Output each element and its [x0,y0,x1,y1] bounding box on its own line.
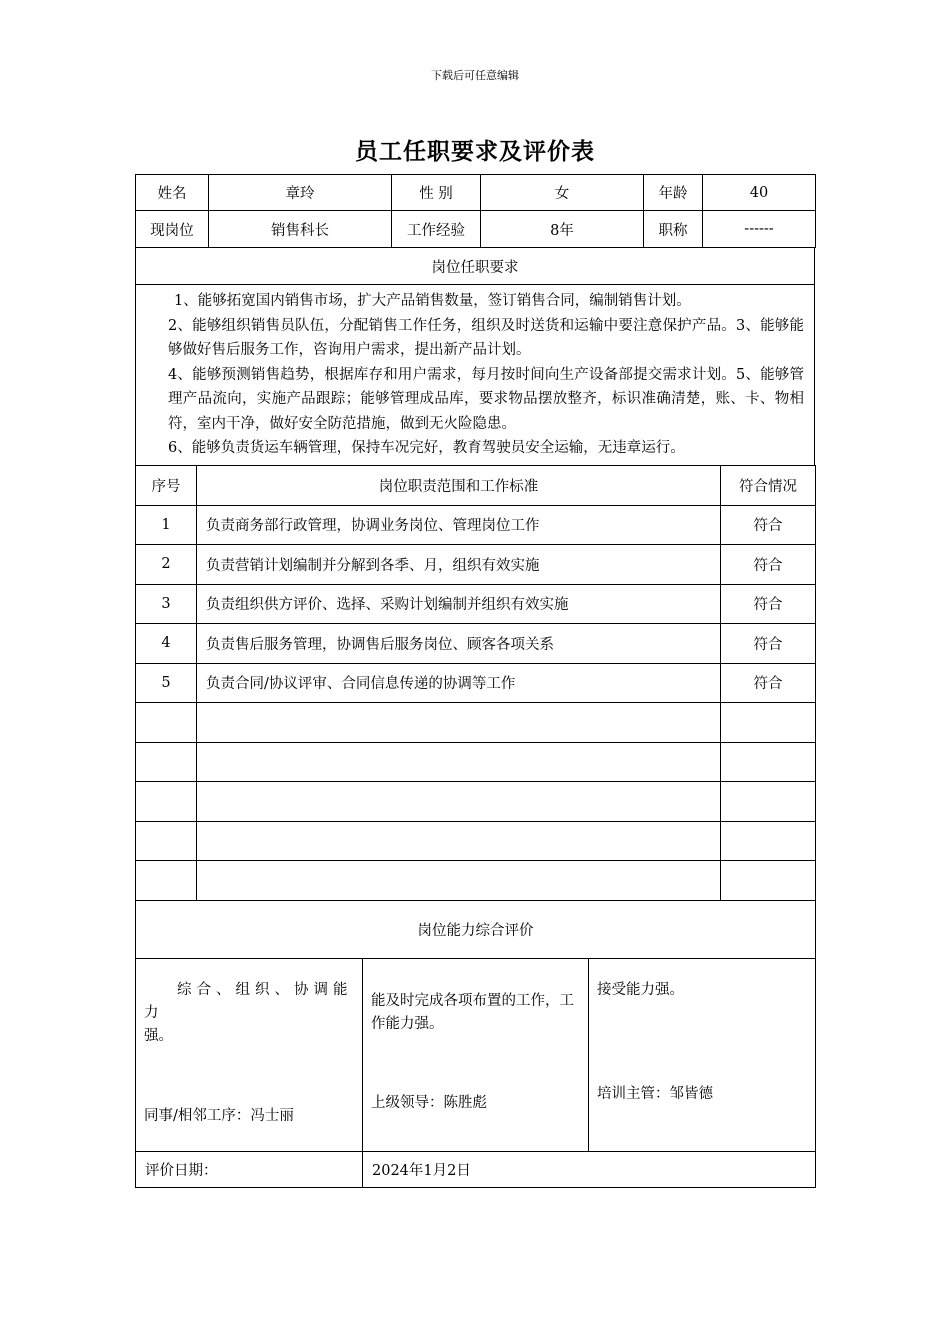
table-row [136,623,816,663]
table-row [136,584,816,623]
name-label: 姓名 [136,175,209,211]
superior-evaluation [363,958,589,1151]
position-value: 销售科长 [209,211,392,248]
requirements-table [135,247,815,466]
row-scope: 负责合同/协议评审、合同信息传递的协调等工作 [197,663,721,702]
evaluation-heading: 岗位能力综合评价 [136,900,816,958]
requirement-line: 1、能够拓宽国内销售市场，扩大产品销售数量，签订销售合同，编制销售计划。 [174,293,691,309]
age-label: 年龄 [644,175,703,211]
col-header-no: 序号 [136,465,197,505]
row-status: 符合 [721,623,816,663]
table-row [136,663,816,702]
row-status: 符合 [721,544,816,584]
row-status: 符合 [721,505,816,544]
empty-row [136,781,816,821]
empty-row [136,742,816,781]
empty-row [136,702,816,742]
row-no: 1 [136,505,197,544]
job-title-label: 职称 [644,211,703,248]
superior-comment: 能及时完成各项布置的工作，工作能力强。 [371,992,574,1032]
trainer-signature: 培训主管：邹皆德 [597,1085,713,1102]
gender-value: 女 [481,175,644,211]
gender-label: 性 别 [392,175,481,211]
position-label: 现岗位 [136,211,209,248]
table-row [136,505,816,544]
table-row [136,544,816,584]
empty-row [136,821,816,860]
page-title: 员工任职要求及评价表 [355,138,595,165]
info-table [135,174,816,248]
superior-signature: 上级领导：陈胜彪 [371,1094,487,1111]
requirements-body [136,285,815,466]
age-value: 40 [703,175,816,211]
row-scope: 负责营销计划编制并分解到各季、月，组织有效实施 [197,544,721,584]
row-scope: 负责组织供方评价、选择、采购计划编制并组织有效实施 [197,584,721,623]
requirement-line: 2、能够组织销售员队伍，分配销售工作任务，组织及时送货和运输中要注意保护产品。3、能够能够做好售后服务工作，咨询用户需求，提出新产品计划。 [168,317,804,358]
job-title-value: ------ [703,211,816,248]
row-scope: 负责售后服务管理，协调售后服务岗位、顾客各项关系 [197,623,721,663]
experience-label: 工作经验 [392,211,481,248]
colleague-evaluation [136,958,363,1151]
date-value: 2024年1月2日 [363,1151,816,1187]
trainer-comment: 接受能力强。 [597,981,684,998]
duties-table [135,465,816,901]
row-status: 符合 [721,584,816,623]
col-header-status: 符合情况 [721,465,816,505]
requirements-heading: 岗位任职要求 [136,248,815,285]
empty-row [136,860,816,900]
colleague-comment-cont: 强。 [144,1027,173,1044]
name-value: 章玲 [209,175,392,211]
requirement-line: 4、能够预测销售趋势，根据库存和用户需求，每月按时间向生产设备部提交需求计划。5、能够管理产品流向，实施产品跟踪；能够管理成品库，要求物品摆放整齐，标识准确清楚，账、卡、物相符，室内干净，做好安全防范措施，做到无火险隐患。 [168,366,804,432]
row-no: 3 [136,584,197,623]
experience-value: 8年 [481,211,644,248]
row-no: 2 [136,544,197,584]
row-no: 4 [136,623,197,663]
colleague-comment: 综合、组织、协调能力 [144,981,353,1021]
requirement-line: 6、能够负责货运车辆管理，保持车况完好，教育驾驶员安全运输，无违章运行。 [168,440,685,456]
evaluation-table [135,900,816,1188]
row-status: 符合 [721,663,816,702]
header-note: 下载后可任意编辑 [431,69,519,82]
row-scope: 负责商务部行政管理，协调业务岗位、管理岗位工作 [197,505,721,544]
row-no: 5 [136,663,197,702]
col-header-scope: 岗位职责范围和工作标准 [197,465,721,505]
evaluation-form [135,174,815,1188]
date-label: 评价日期： [136,1151,363,1187]
colleague-signature: 同事/相邻工序：冯士丽 [144,1107,294,1124]
trainer-evaluation [589,958,816,1151]
